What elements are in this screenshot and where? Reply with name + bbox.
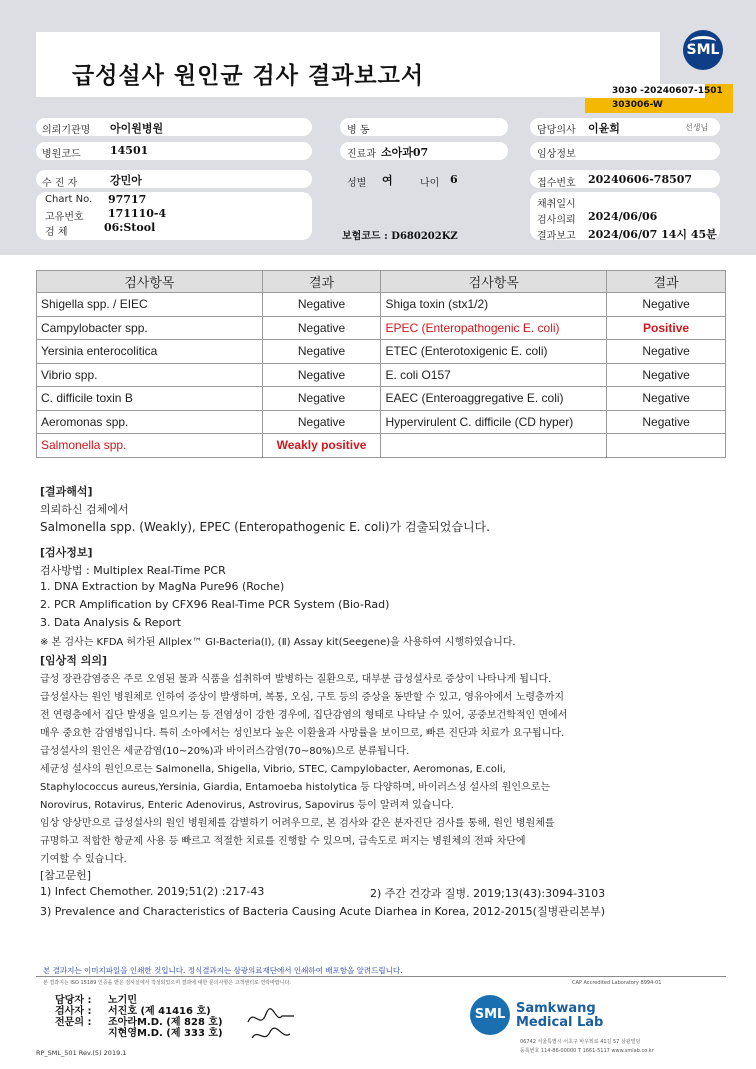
- test-result: [607, 434, 726, 458]
- test-name: ETEC (Enterotoxigenic E. coli): [381, 340, 607, 364]
- signature-image: [244, 1004, 300, 1044]
- table-row: [37, 293, 726, 317]
- print-notice: 본 결과지는 이미지파일을 인쇄한 것입니다. 정식결과지는 삼광의료재단에서 인쇄하여 배포함을 알려드립니다.: [43, 966, 403, 975]
- test-result: Negative: [607, 363, 726, 387]
- table-row: [37, 316, 726, 340]
- references-heading: [참고문헌]: [40, 869, 92, 882]
- sml-logo: SML: [683, 30, 723, 70]
- staff-name: 노기민: [108, 995, 137, 1006]
- brand-name: [516, 1002, 603, 1030]
- test-name: EAEC (Enteroaggregative E. coli): [381, 387, 607, 411]
- sml-brand-logo: SML: [470, 995, 510, 1035]
- reference-1: 1) Infect Chemother. 2019;51(2) :217-43: [40, 885, 265, 898]
- testinfo-line: 1. DNA Extraction by MagNa Pure96 (Roche): [40, 580, 285, 593]
- test-name: Aeromonas spp.: [37, 410, 263, 434]
- test-name: Shigella spp. / EIEC: [37, 293, 263, 317]
- dept-value: 소아과07: [381, 146, 429, 159]
- testinfo-heading: [검사정보]: [40, 546, 93, 559]
- col-test-1: 검사항목: [37, 271, 263, 293]
- clinical-line: 기여할 수 있습니다.: [40, 854, 127, 865]
- form-id: RP_SML_501 Rev.(5) 2019.1: [36, 1049, 127, 1057]
- patient-name-value: 강민아: [110, 174, 142, 187]
- staff-name: 서진호 (제 41416 호): [108, 1006, 211, 1017]
- insurance-code: 보험코드 : D680202KZ: [342, 231, 458, 242]
- clinical-line: 급성 장관감염증은 주로 오염된 물과 식품을 섭취하여 발병하는 질환으로, 대부분 급성설사로 증상이 나타나게 됩니다.: [40, 674, 552, 685]
- test-result-positive: Weakly positive: [262, 434, 381, 458]
- iso-notice: 본 결과지는 ISO 15189 인증을 받은 검사실에서 작성되었으며 결과에 대한 문의사항은 고객센터로 연락바랍니다.: [43, 980, 292, 986]
- test-name: Hypervirulent C. difficile (CD hyper): [381, 410, 607, 434]
- col-result-1: 결과: [262, 271, 381, 293]
- hospital-code-value: 14501: [110, 144, 149, 157]
- col-result-2: 결과: [607, 271, 726, 293]
- doctor-value: 이윤희: [588, 122, 620, 135]
- staff-role: 전문의 :: [55, 1017, 92, 1028]
- testinfo-line: 검사방법 : Multiplex Real-Time PCR: [40, 564, 226, 577]
- report-code-2: 303006-W: [612, 100, 663, 110]
- request-date: 2024/06/06: [588, 210, 658, 223]
- chart-value: 97717: [108, 193, 147, 206]
- table-row: [37, 434, 726, 458]
- test-result: Negative: [262, 293, 381, 317]
- testinfo-line: ※ 본 검사는 KFDA 허가된 Allplex™ GI-Bacteria(Ⅰ), (Ⅱ) Assay kit(Seegene)을 사용하여 시행하였습니다.: [40, 637, 516, 648]
- table-row: [37, 340, 726, 364]
- test-result: Negative: [262, 363, 381, 387]
- ward-label: 병 동: [347, 125, 370, 136]
- results-header-row: [37, 271, 726, 293]
- clinical-line: 임상 양상만으로 급성설사의 원인 병원체를 감별하기 어려우므로, 본 검사와 같은 분자진단 검사를 통해, 원인 병원체를: [40, 818, 555, 829]
- test-result: Negative: [607, 293, 726, 317]
- unique-value: 171110-4: [108, 207, 167, 220]
- staff-role: 검사자 :: [55, 1006, 92, 1017]
- age-value: 6: [450, 173, 458, 186]
- table-row: [37, 410, 726, 434]
- clinical-line: 규명하고 적합한 항균제 사용 등 빠르고 적절한 치료를 진행할 수 있으며, 급속도로 퍼지는 병원체의 전파 차단에: [40, 836, 526, 847]
- staff-role: 담당자 :: [55, 995, 92, 1006]
- test-result: Negative: [607, 387, 726, 411]
- test-name-positive: Salmonella spp.: [37, 434, 263, 458]
- test-result-positive: Positive: [607, 316, 726, 340]
- clinical-info-label: 임상정보: [537, 149, 576, 160]
- specimen-value: 06:Stool: [104, 221, 156, 234]
- institution-value: 아이원병원: [110, 122, 164, 135]
- page-title: 급성설사 원인균 검사 결과보고서: [72, 63, 425, 89]
- chart-label: Chart No.: [45, 194, 93, 205]
- receipt-label: 접수번호: [537, 178, 576, 189]
- footer-divider: [36, 976, 726, 977]
- clinical-heading: [임상적 의의]: [40, 654, 108, 667]
- test-name: [381, 434, 607, 458]
- interpretation-heading: [결과해석]: [40, 485, 93, 498]
- test-result: Negative: [262, 316, 381, 340]
- staff-name: 지현영M.D. (제 333 호): [108, 1028, 223, 1039]
- test-name: Yersinia enterocolitica: [37, 340, 263, 364]
- test-name: Campylobacter spp.: [37, 316, 263, 340]
- test-result: Negative: [607, 340, 726, 364]
- clinical-line: 전 연령층에서 집단 발생을 일으키는 등 전염성이 강한 경우에, 집단감염의 형태로 나타날 수 있어, 공중보건학적인 면에서: [40, 710, 568, 721]
- testinfo-line: 3. Data Analysis & Report: [40, 616, 182, 629]
- sex-value: 여: [382, 174, 393, 187]
- patient-name-field: [36, 170, 312, 188]
- test-name: E. coli O157: [381, 363, 607, 387]
- brand-line-1: Samkwang: [516, 1001, 596, 1016]
- clinical-line: 급성설사의 원인은 세균감염(10~20%)과 바이러스감염(70~80%)으로 분류됩니다.: [40, 746, 410, 757]
- clinical-line: 매우 중요한 감염병입니다. 특히 소아에서는 성인보다 높은 이환율과 사망률을 보이므로, 빠른 진단과 치료가 요구됩니다.: [40, 728, 565, 739]
- test-result: Negative: [607, 410, 726, 434]
- doctor-label: 담당의사: [537, 125, 576, 136]
- reference-2: 2) 주간 건강과 질병. 2019;13(43):3094-3103: [370, 887, 606, 900]
- test-name: Vibrio spp.: [37, 363, 263, 387]
- patient-name-label: 수 진 자: [42, 178, 78, 189]
- receipt-value: 20240606-78507: [588, 173, 693, 186]
- sex-label: 성별: [347, 178, 367, 189]
- test-name: Shiga toxin (stx1/2): [381, 293, 607, 317]
- interpretation-line: 의뢰하신 검체에서: [40, 503, 129, 516]
- interpretation-finding: Salmonella spp. (Weakly), EPEC (Enteropathogenic E. coli)가 검출되었습니다.: [40, 520, 490, 534]
- age-label: 나이: [420, 178, 440, 189]
- request-label: 검사의뢰: [537, 215, 576, 226]
- test-result: Negative: [262, 387, 381, 411]
- report-label: 결과보고: [537, 231, 576, 242]
- table-row: [37, 387, 726, 411]
- reference-3: 3) Prevalence and Characteristics of Bacteria Causing Acute Diarhea in Korea, 2012-2015(질병관리본부): [40, 905, 606, 918]
- doctor-suffix: 선생님: [685, 123, 709, 132]
- col-test-2: 검사항목: [381, 271, 607, 293]
- institution-label: 의뢰기관명: [42, 125, 91, 136]
- clinical-line: Norovirus, Rotavirus, Enteric Adenovirus, Astrovirus, Sapovirus 등이 알려져 있습니다.: [40, 800, 454, 811]
- test-name: C. difficile toxin B: [37, 387, 263, 411]
- testinfo-line: 2. PCR Amplification by CFX96 Real-Time PCR System (Bio-Rad): [40, 598, 390, 611]
- clinical-line: 세균성 설사의 원인으로는 Salmonella, Shigella, Vibrio, STEC, Campylobacter, Aeromonas, E.coli,: [40, 764, 506, 775]
- report-date: 2024/06/07 14시 45분: [588, 228, 717, 241]
- staff-name: 조아라M.D. (제 828 호): [108, 1017, 223, 1028]
- table-row: [37, 363, 726, 387]
- collect-label: 채취일시: [537, 199, 576, 210]
- test-name-positive: EPEC (Enteropathogenic E. coli): [381, 316, 607, 340]
- test-result: Negative: [262, 410, 381, 434]
- specimen-label: 검 체: [45, 227, 68, 238]
- clinical-line: Staphylococcus aureus,Yersinia, Giardia, Entamoeba histolytica 등 다양하며, 바이러스성 설사의 원인으로는: [40, 782, 551, 793]
- results-table: [36, 270, 726, 458]
- cap-accreditation: CAP Accredited Laboratory 8994-01: [572, 980, 662, 986]
- test-result: Negative: [262, 340, 381, 364]
- unique-label: 고유번호: [45, 212, 84, 223]
- clinical-line: 급성설사는 원인 병원체로 인하여 증상이 발생하며, 복통, 오심, 구토 등의 증상을 동반할 수 있고, 영유아에서 노령층까지: [40, 692, 565, 703]
- hospital-code-label: 병원코드: [42, 149, 81, 160]
- report-code-1: 3030 -20240607-1501: [612, 86, 723, 96]
- lab-address: 06742 서울특별시 서초구 바우뫼로 41길 57 삼광빌딩: [520, 1039, 641, 1045]
- brand-line-2: Medical Lab: [516, 1015, 604, 1030]
- dept-label: 진료과: [347, 149, 376, 160]
- lab-contact: 등록번호 114-86-00000 T 1661-5117 www.smlab.co.kr: [520, 1048, 654, 1054]
